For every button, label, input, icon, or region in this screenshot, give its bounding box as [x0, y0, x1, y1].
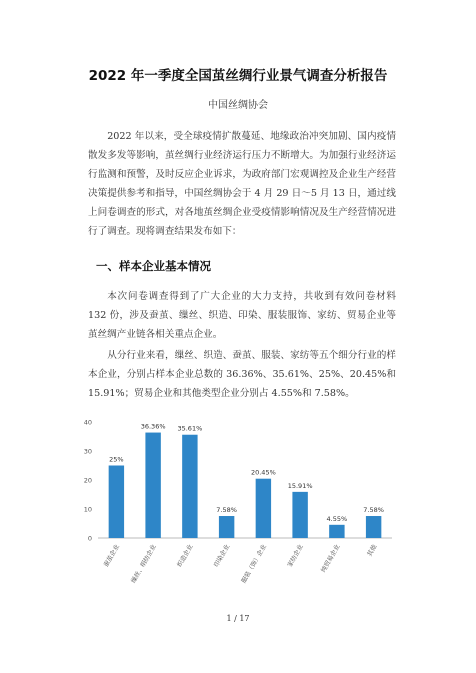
- industry-share-bar-chart: [78, 410, 398, 585]
- x-tick-label: 家纺企业: [286, 543, 305, 569]
- intro-paragraph: 2022 年以来，受全球疫情扩散蔓延、地缘政治冲突加剧、国内疫情散发多发等影响，茧丝绸行业经济运行压力不断增大。为加强行业经济运行监测和预警，及时反应企业诉求，为政府部门宏观调控及企业生产经营决策提供参考和指导，中国丝绸协会于 4 月 29 日～5 月 13 日，通过线上问卷调查的形式，对各地茧丝绸企业受疫情影响情况及生产经营情况进行了调查。现将调查结果发布如下：: [88, 131, 396, 237]
- bar-data-label: 15.91%: [287, 481, 313, 490]
- y-tick-label: 0: [87, 534, 92, 543]
- y-tick-label: 10: [83, 505, 92, 514]
- y-tick-label: 40: [83, 418, 92, 427]
- bar-data-label: 20.45%: [250, 468, 276, 477]
- x-tick-label: 服装（饰）企业: [240, 543, 269, 585]
- chart-bar: [182, 435, 197, 538]
- chart-bar: [219, 516, 234, 538]
- bar-data-label: 35.61%: [177, 424, 203, 433]
- y-tick-label: 20: [83, 476, 92, 485]
- x-tick-label: 其他: [366, 543, 379, 558]
- bar-data-label: 36.36%: [140, 422, 166, 431]
- page-number: 1 / 17: [226, 614, 250, 623]
- chart-bar: [256, 479, 271, 538]
- x-tick-label: 织造企业: [176, 543, 195, 569]
- organization-name: 中国丝绸协会: [208, 100, 268, 111]
- report-title: 2022 年一季度全国茧丝绸行业景气调查分析报告: [88, 68, 388, 84]
- section-heading: 一、样本企业基本情况: [96, 259, 211, 273]
- x-tick-label: 缫丝、绢纺企业: [130, 543, 158, 585]
- section-paragraph-2: 从分行业来看，缫丝、织造、蚕茧、服装、家纺等五个细分行业的样本企业，分别占样本企业总数的 36.36%、35.61%、25%、20.45%和 15.91%；贸易企业和其他类型企业分别占 4.55%和 7.58%。: [88, 350, 396, 399]
- chart-bar: [292, 492, 307, 538]
- x-tick-label: 印染企业: [212, 543, 232, 569]
- chart-bar: [145, 433, 160, 538]
- chart-bar: [109, 466, 124, 539]
- bar-data-label: 7.58%: [216, 506, 237, 515]
- chart-bar: [329, 525, 344, 538]
- section-paragraph-1: 本次问卷调查得到了广大企业的大力支持，共收到有效问卷材料 132 份，涉及蚕茧、缫丝、织造、印染、服装服饰、家纺、贸易企业等茧丝绸产业链各相关重点企业。: [88, 291, 396, 340]
- chart-bar: [366, 516, 381, 538]
- chart-axes: [84, 419, 392, 543]
- x-tick-label: 纯贸易企业: [320, 543, 342, 574]
- bar-data-label: 7.58%: [363, 506, 384, 515]
- bar-data-label: 4.55%: [326, 514, 348, 523]
- x-tick-label: 蚕茧企业: [102, 543, 122, 569]
- y-tick-label: 30: [83, 447, 92, 456]
- bar-data-label: 25%: [109, 455, 124, 464]
- chart-x-tick-labels: [102, 542, 379, 584]
